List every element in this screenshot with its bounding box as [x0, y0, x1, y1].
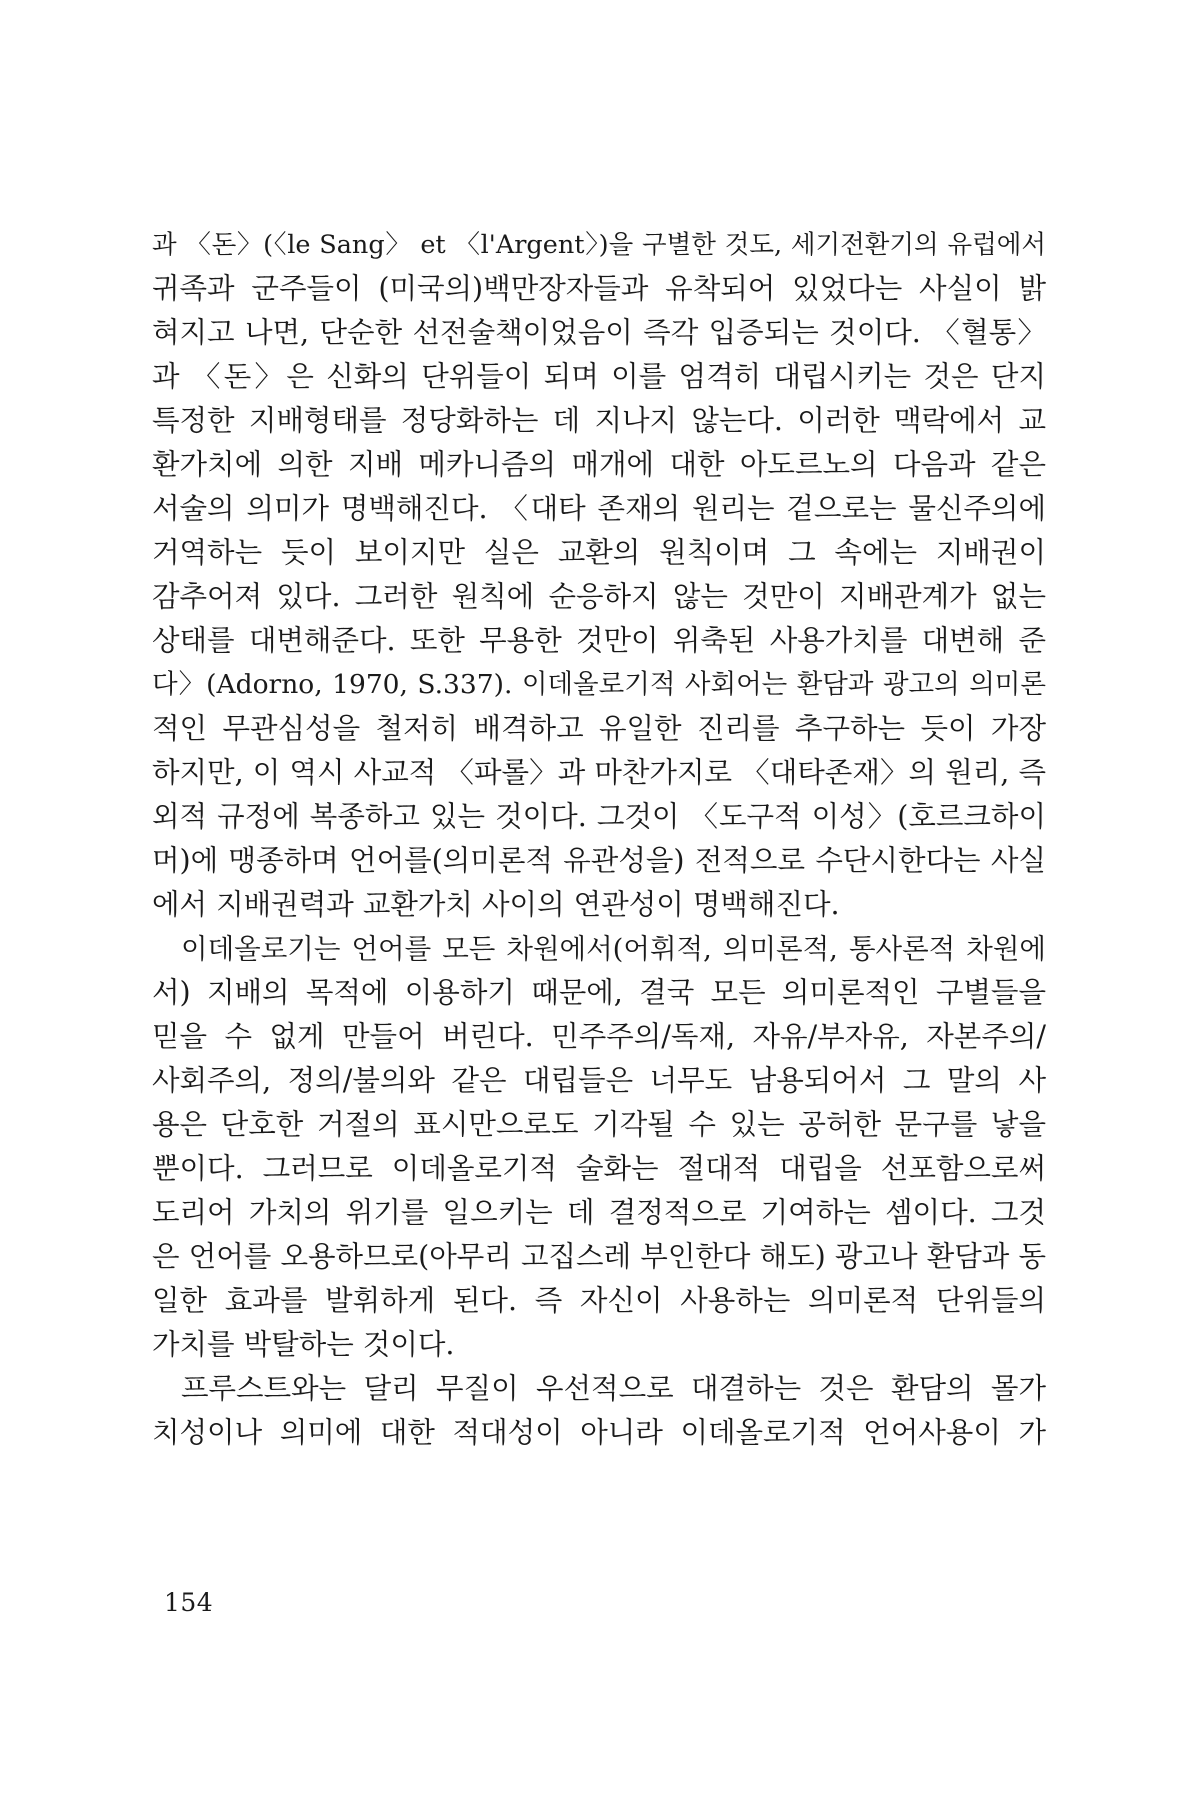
- text-line: 일한 효과를 발휘하게 된다. 즉 자신이 사용하는 의미론적 단위들의: [152, 1284, 1046, 1317]
- text-line: 은 언어를 오용하므로(아무리 고집스레 부인한다 해도) 광고나 환담과 동: [152, 1240, 1046, 1273]
- text-line: 머)에 맹종하며 언어를(의미론적 유관성을) 전적으로 수단시한다는 사실: [152, 844, 1046, 877]
- text-line: 하지만, 이 역시 사교적 〈파롤〉과 마찬가지로 〈대타존재〉의 원리, 즉: [152, 756, 1046, 789]
- text-line: 환가치에 의한 지배 메카니즘의 매개에 대한 아도르노의 다음과 같은: [152, 448, 1046, 481]
- text-line: 도리어 가치의 위기를 일으키는 데 결정적으로 기여하는 셈이다. 그것: [152, 1196, 1046, 1229]
- text-line: 감추어져 있다. 그러한 원칙에 순응하지 않는 것만이 지배관계가 없는: [152, 580, 1046, 613]
- text-line: 혀지고 나면, 단순한 선전술책이었음이 즉각 입증되는 것이다. 〈혈통〉: [152, 316, 1046, 349]
- text-line: 사회주의, 정의/불의와 같은 대립들은 너무도 남용되어서 그 말의 사: [152, 1064, 1046, 1097]
- text-line: 과 〈돈〉(〈le Sang〉 et 〈l'Argent〉)을 구별한 것도, 세기전환기의 유럽에서: [152, 230, 1046, 260]
- text-line: 귀족과 군주들이 (미국의)백만장자들과 유착되어 있었다는 사실이 밝: [152, 272, 1046, 305]
- text-line: 믿을 수 없게 만들어 버린다. 민주주의/독재, 자유/부자유, 자본주의/: [152, 1020, 1046, 1053]
- page-number: 154: [164, 1588, 214, 1617]
- text-line: 특정한 지배형태를 정당화하는 데 지나지 않는다. 이러한 맥락에서 교: [152, 404, 1046, 437]
- text-line: 적인 무관심성을 철저히 배격하고 유일한 진리를 추구하는 듯이 가장: [152, 712, 1046, 745]
- text-line: 다〉(Adorno, 1970, S.337). 이데올로기적 사회어는 환담과 광고의 의미론: [152, 669, 1046, 700]
- text-line: 가치를 박탈하는 것이다.: [152, 1328, 455, 1361]
- text-line: 상태를 대변해준다. 또한 무용한 것만이 위축된 사용가치를 대변해 준: [152, 624, 1046, 657]
- text-line: 이데올로기는 언어를 모든 차원에서(어휘적, 의미론적, 통사론적 차원에: [181, 933, 1046, 965]
- text-line: 에서 지배권력과 교환가치 사이의 연관성이 명백해진다.: [152, 888, 840, 921]
- text-line: 프루스트와는 달리 무질이 우선적으로 대결하는 것은 환담의 몰가: [181, 1372, 1046, 1405]
- body-text: [152, 223, 1046, 1455]
- text-line: 외적 규정에 복종하고 있는 것이다. 그것이 〈도구적 이성〉(호르크하이: [152, 800, 1046, 833]
- text-line: 용은 단호한 거절의 표시만으로도 기각될 수 있는 공허한 문구를 낳을: [152, 1108, 1046, 1141]
- text-line: 치성이나 의미에 대한 적대성이 아니라 이데올로기적 언어사용이 가: [152, 1416, 1046, 1449]
- text-line: 거역하는 듯이 보이지만 실은 교환의 원칙이며 그 속에는 지배권이: [152, 536, 1046, 569]
- text-line: 서) 지배의 목적에 이용하기 때문에, 결국 모든 의미론적인 구별들을: [152, 976, 1046, 1009]
- text-line: 서술의 의미가 명백해진다. 〈대타 존재의 원리는 겉으로는 물신주의에: [152, 492, 1046, 525]
- text-line: 과 〈돈〉은 신화의 단위들이 되며 이를 엄격히 대립시키는 것은 단지: [152, 360, 1046, 393]
- text-line: 뿐이다. 그러므로 이데올로기적 술화는 절대적 대립을 선포함으로써: [152, 1152, 1046, 1185]
